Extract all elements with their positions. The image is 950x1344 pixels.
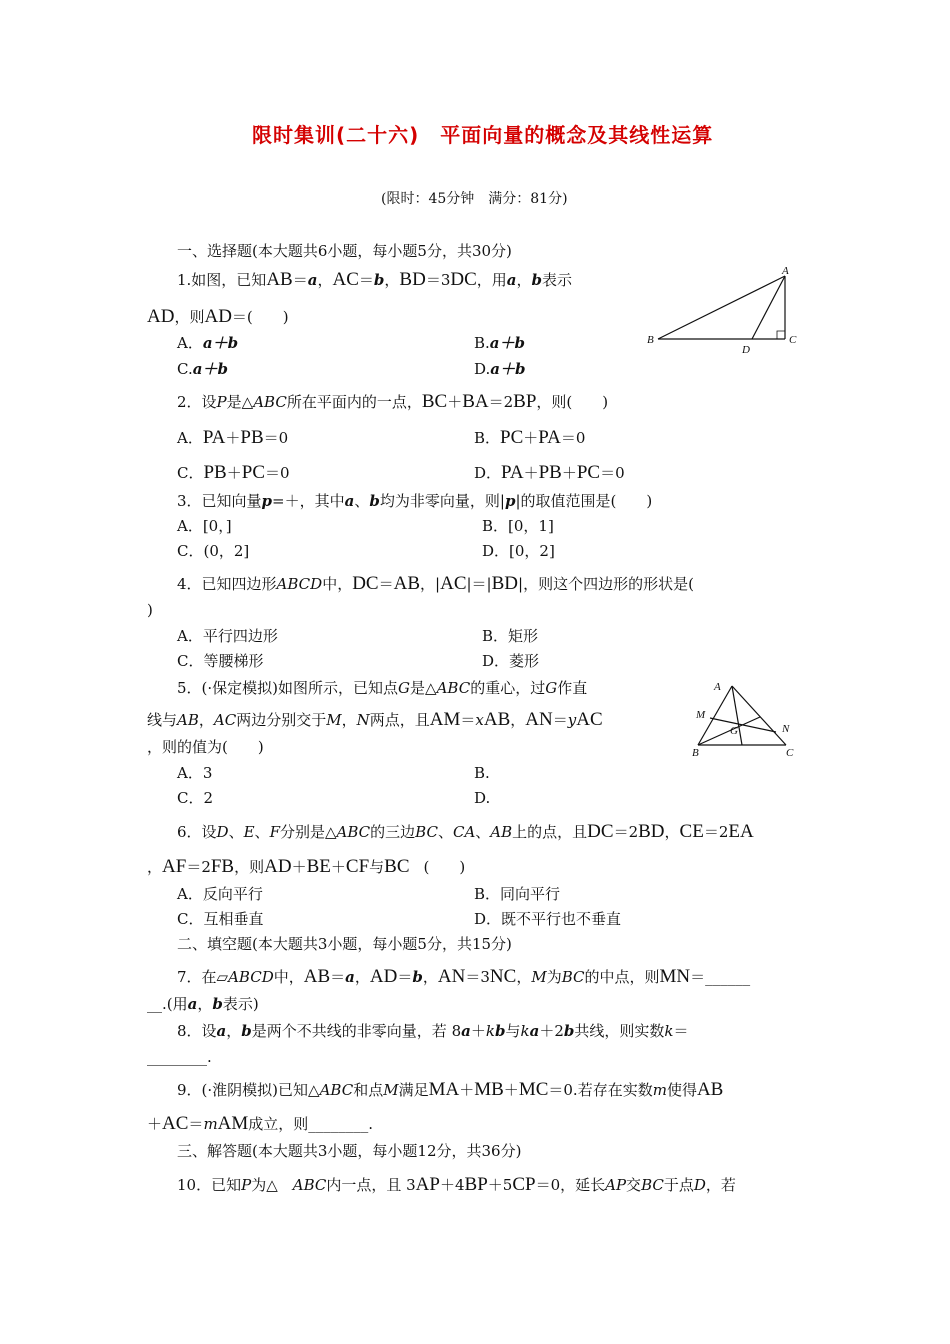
q6-option-b[interactable]: B．同向平行 [474,885,561,903]
figure-triangle-abc [640,262,810,354]
q1-option-b[interactable]: B.a＋b [474,334,526,352]
figure-centroid-triangle [690,680,810,760]
q2-option-c[interactable]: C．PB＋PC＝0 [177,462,290,483]
q3-option-d[interactable]: D．[0，2] [482,542,555,560]
q1-option-c[interactable]: C.a＋b [177,360,228,378]
segment-ab [658,276,785,339]
q3-option-c[interactable]: C．(0，2] [177,542,250,560]
question-5-stem-cont: 线与AB，AC两边分别交于M，N两点，且AM＝xAB，AN＝yAC [147,709,603,730]
question-9-stem: 9．(·淮阴模拟)已知△ABC和点M满足MA＋MB＋MC＝0.若存在实数m使得AB [177,1079,724,1100]
question-1-stem: 1.如图，已知AB＝a，AC＝b，BD＝3DC，用a，b表示 [177,269,573,290]
section-heading: 一、选择题(本大题共6小题，每小题5分，共30分) [177,242,512,260]
q2-option-a[interactable]: A．PA＋PB＝0 [177,427,289,448]
q5-option-d[interactable]: D. [474,789,491,807]
question-1-stem-cont: AD，则AD＝( ) [147,306,289,327]
q6-option-d[interactable]: D．既不平行也不垂直 [474,910,622,928]
q2-option-d[interactable]: D．PA＋PB＋PC＝0 [474,462,625,483]
question-4-stem: 4．已知四边形ABCD中，DC＝AB，|AC|＝|BD|，则这个四边形的形状是( [177,573,694,594]
segment-ad [752,276,785,339]
q4-option-a[interactable]: A．平行四边形 [177,627,278,645]
question-8-stem: 8．设a，b是两个不共线的非零向量，若 8a＋kb与ka＋2b共线，则实数k＝ [177,1022,689,1040]
q5-option-a[interactable]: A．3 [177,764,213,782]
question-2-stem: 2．设P是△ABC所在平面内的一点，BC＋BA＝2BP，则( ) [177,391,609,412]
q4-option-c[interactable]: C．等腰梯形 [177,652,264,670]
q2-option-b[interactable]: B．PC＋PA＝0 [474,427,586,448]
question-7-stem: 7．在▱ABCD中，AB＝a，AD＝b，AN＝3NC，M为BC的中点，则MN＝______ [177,966,751,987]
question-6-stem: 6．设D、E、F分别是△ABC的三边BC、CA、AB上的点，且DC＝2BD，CE＝2EA [177,821,754,842]
label-n: N [782,723,790,735]
q1-option-d[interactable]: D.a＋b [474,360,526,378]
q3-option-a[interactable]: A．[0，] [177,517,232,535]
page-title: 限时集训(二十六) 平面向量的概念及其线性运算 [252,123,714,147]
question-3-stem: 3．已知向量p=＋，其中a、b均为非零向量，则|p|的取值范围是( ) [177,492,653,510]
label-c: C [786,747,794,759]
subtitle: (限时：45分钟 满分：81分) [381,191,568,207]
question-7-stem-cont: __.(用a，b表示) [147,995,259,1013]
q1-option-a[interactable]: A．a＋b [177,334,239,352]
section-heading: 二、填空题(本大题共3小题，每小题5分，共15分) [177,935,512,953]
question-9-stem-cont: ＋AC＝mAM成立，则________. [147,1113,374,1134]
q4-option-d[interactable]: D．菱形 [482,652,540,670]
q4-option-b[interactable]: B．矩形 [482,627,539,645]
q5-option-b[interactable]: B. [474,764,490,782]
question-5-stem: 5．(·保定模拟)如图所示，已知点G是△ABC的重心，过G作直 [177,679,588,697]
question-5-stem-end: ，则的值为( ) [147,738,264,756]
q3-option-b[interactable]: B．[0，1] [482,517,554,535]
q6-option-c[interactable]: C．互相垂直 [177,910,264,928]
label-g: G [730,725,738,737]
label-c: C [789,334,797,346]
label-d: D [742,344,750,354]
median-b [698,717,760,745]
right-angle-mark [777,331,785,339]
label-a: A [714,681,721,693]
q5-option-c[interactable]: C．2 [177,789,214,807]
q6-option-a[interactable]: A．反向平行 [177,885,263,903]
section-heading: 三、解答题(本大题共3小题，每小题12分，共36分) [177,1142,522,1160]
label-a: A [782,265,789,277]
question-10-stem: 10．已知P为△ ABC内一点，且 3AP＋4BP＋5CP＝0，延长AP交BC于点D，若 [177,1174,736,1195]
label-b: B [692,747,699,759]
label-m: M [696,709,706,721]
question-6-stem-cont: ，AF＝2FB，则AD＋BE＋CF与BC ( ) [147,856,466,877]
label-b: B [647,334,654,346]
question-4-stem-cont: ) [147,601,153,619]
question-8-stem-cont: ________. [147,1048,212,1066]
